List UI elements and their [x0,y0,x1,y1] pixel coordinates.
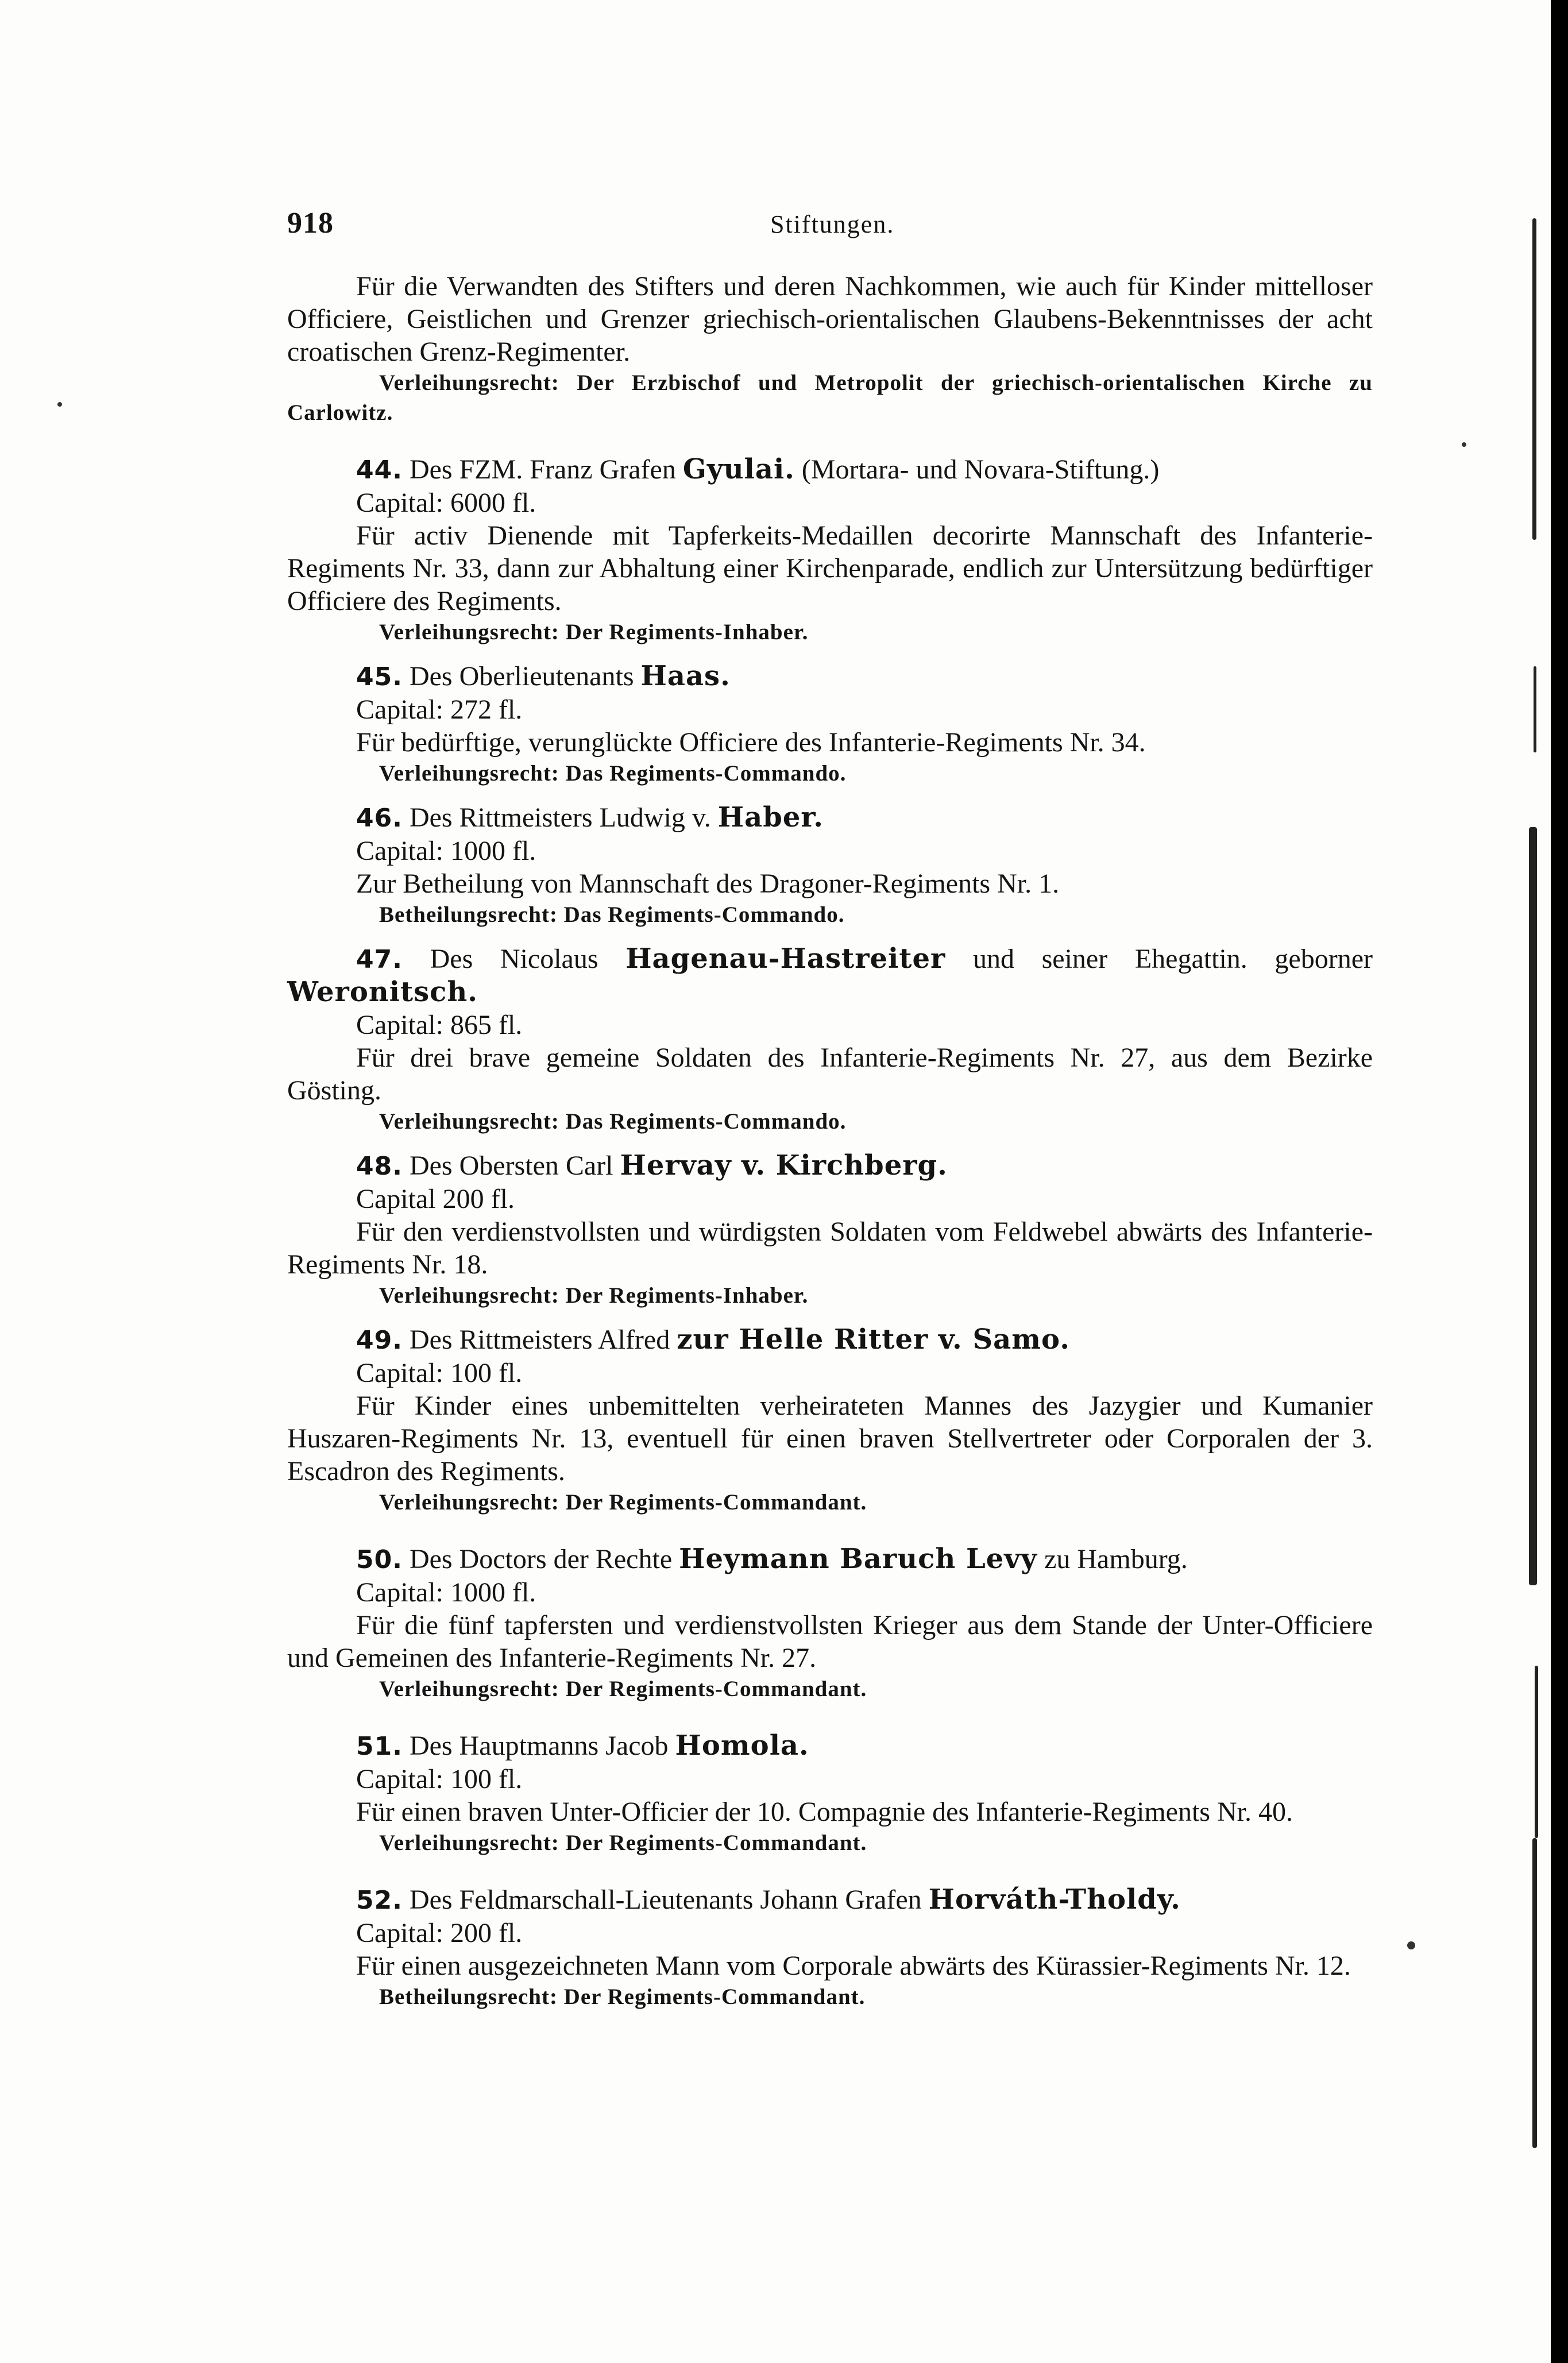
entry-48 [287,1149,1373,1311]
entry-heading [287,1729,1373,1763]
entry-heading [287,1883,1373,1917]
entry-44 [287,453,1373,647]
entry-heading [287,1543,1373,1576]
entry-heading [287,1149,1373,1183]
entry-founder-name: Heymann Baruch Levy [679,1543,1038,1575]
entry-capital: Capital: 865 fl. [356,1010,523,1040]
entry-number: 50. [356,1545,403,1574]
entry-purpose: Für bedürftige, verunglückte Officiere des Infanterie-Regiments Nr. 34. [356,727,1146,758]
entry-founder-name: Haas. [640,660,731,692]
entry-founder-prefix: Des Nicolaus [430,944,626,974]
entry-founder-prefix: Des Rittmeisters Alfred [409,1325,677,1355]
entry-founder-prefix: Des Rittmeisters Ludwig v. [409,802,718,833]
entry-right: Verleihungsrecht: Der Regiments-Commandant. [379,1490,867,1515]
entry-founder-name: Haber. [717,801,824,833]
entry-founder-name: Horváth-Tholdy. [928,1883,1181,1916]
entry-founder-prefix: Des Oberlieutenants [409,661,641,692]
entry-number: 49. [356,1326,403,1355]
entry-heading [287,801,1373,835]
entry-number: 45. [356,662,403,692]
entry-heading [287,453,1373,486]
scan-margin-mark [1532,218,1536,540]
entry-number: 52. [356,1886,403,1915]
entry-purpose: Für einen ausgezeichneten Mann vom Corporale abwärts des Kürassier-Regiments Nr. 12. [356,1951,1351,1981]
entry-founder-prefix: Des Obersten Carl [409,1150,620,1181]
entry-heading [287,660,1373,693]
entry-45 [287,660,1373,789]
entry-51 [287,1729,1373,1858]
page-header [287,207,1373,270]
entry-right: Verleihungsrecht: Der Regiments-Commandant. [379,1677,867,1701]
entry-49 [287,1323,1373,1518]
entry-purpose: Zur Betheilung von Mannschaft des Dragoner-Regiments Nr. 1. [356,868,1060,899]
entry-right: Betheilungsrecht: Der Regiments-Commandant. [379,1984,866,2009]
entry-right: Verleihungsrecht: Der Regiments-Inhaber. [379,1283,809,1308]
scan-margin-mark [1532,1838,1537,2148]
entry-number: 48. [356,1152,403,1181]
entry-capital: Capital: 100 fl. [356,1358,523,1388]
entry-capital: Capital: 100 fl. [356,1764,523,1794]
entry-founder-suffix: (Mortara- und Novara-Stiftung.) [801,454,1160,485]
page-number: 918 [287,207,334,240]
scan-speck [1407,1941,1415,1949]
entry-founder-prefix: Des Feldmarschall-Lieutenants Johann Grafen [409,1885,929,1915]
entry-number: 51. [356,1732,403,1761]
entry-capital: Capital: 6000 fl. [356,488,536,518]
scan-speck [1462,442,1466,447]
entry-spouse-name: Weronitsch. [287,976,478,1008]
entry-founder-prefix: Des Hauptmanns Jacob [409,1731,675,1761]
entry-purpose: Für einen braven Unter-Officier der 10. Compagnie des Infanterie-Regiments Nr. 40. [356,1797,1293,1827]
entry-founder-name: Hagenau-Hastreiter [625,943,946,975]
entry-capital: Capital: 1000 fl. [356,1577,536,1608]
entry-purpose: Für activ Dienende mit Tapferkeits-Medaillen decorirte Mannschaft des Infanterie-Regiments Nr. 33, dann zur Abhaltung einer Kirchenparade, endlich zur Untersützung bedürftiger Officiere des Regiments. [287,520,1373,616]
entry-46 [287,801,1373,930]
entry-purpose: Für die fünf tapfersten und verdienstvollsten Krieger aus dem Stande der Unter-Officiere und Gemeinen des Infanterie-Regiments Nr. 27. [287,1610,1373,1673]
entry-purpose: Für Kinder eines unbemittelten verheirateten Mannes des Jazygier und Kumanier Huszaren-Regiments Nr. 13, eventuell für einen braven Stellvertreter oder Corporalen der 3. Escadron des Regiments. [287,1391,1373,1486]
entry-founder-name: zur Helle Ritter v. Samo. [677,1323,1070,1356]
entry-capital: Capital: 272 fl. [356,694,523,725]
entry-capital: Capital 200 fl. [356,1184,515,1214]
entry-founder-name: Homola. [675,1729,809,1762]
scan-margin-mark [1535,1666,1538,1838]
entry-52 [287,1883,1373,2012]
entry-founder-suffix: und seiner Ehegattin. geborner [972,944,1373,974]
entry-number: 46. [356,804,403,833]
entry-heading [287,1323,1373,1357]
scan-margin-mark [1534,666,1536,752]
entry-heading [287,943,1373,1009]
entry-right: Verleihungsrecht: Das Regiments-Commando. [379,1109,847,1134]
entry-number: 47. [356,945,403,974]
entry-founder-prefix: Des FZM. Franz Grafen [409,454,683,485]
entry-47 [287,943,1373,1137]
scan-speck [57,402,62,407]
intro-purpose: Für die Verwandten des Stifters und deren Nachkommen, wie auch für Kinder mittelloser Officiere, Geistlichen und Grenzer griechisch-orientalischen Glaubens-Bekenntnisses der acht croatischen Grenz-Regimenter. [287,271,1373,367]
running-head: Stiftungen. [770,210,895,238]
entry-50 [287,1543,1373,1704]
entry-capital: Capital: 1000 fl. [356,836,536,866]
entry-purpose: Für drei brave gemeine Soldaten des Infanterie-Regiments Nr. 27, aus dem Bezirke Gösting. [287,1042,1373,1106]
entry-number: 44. [356,455,403,485]
entry-founder-name: Hervay v. Kirchberg. [620,1149,948,1182]
entry-right: Betheilungsrecht: Das Regiments-Commando. [379,902,845,927]
scan-border [1551,0,1568,2363]
entry-purpose: Für den verdienstvollsten und würdigsten Soldaten vom Feldwebel abwärts des Infanterie-Regiments Nr. 18. [287,1217,1373,1280]
entry-founder-name: Gyulai. [682,453,795,485]
entry-right: Verleihungsrecht: Der Regiments-Commandant. [379,1831,867,1855]
intro-right: Verleihungsrecht: Der Erzbischof und Metropolit der griechisch-orientalischen Kirche zu Carlowitz. [287,370,1373,425]
entry-founder-prefix: Des Doctors der Rechte [409,1544,679,1574]
entry-right: Verleihungsrecht: Das Regiments-Commando. [379,761,847,786]
entry-right: Verleihungsrecht: Der Regiments-Inhaber. [379,620,809,644]
entry-capital: Capital: 200 fl. [356,1918,523,1948]
scan-margin-mark [1529,827,1537,1585]
entry-founder-suffix: zu Hamburg. [1044,1544,1188,1574]
page-content [287,207,1373,2012]
